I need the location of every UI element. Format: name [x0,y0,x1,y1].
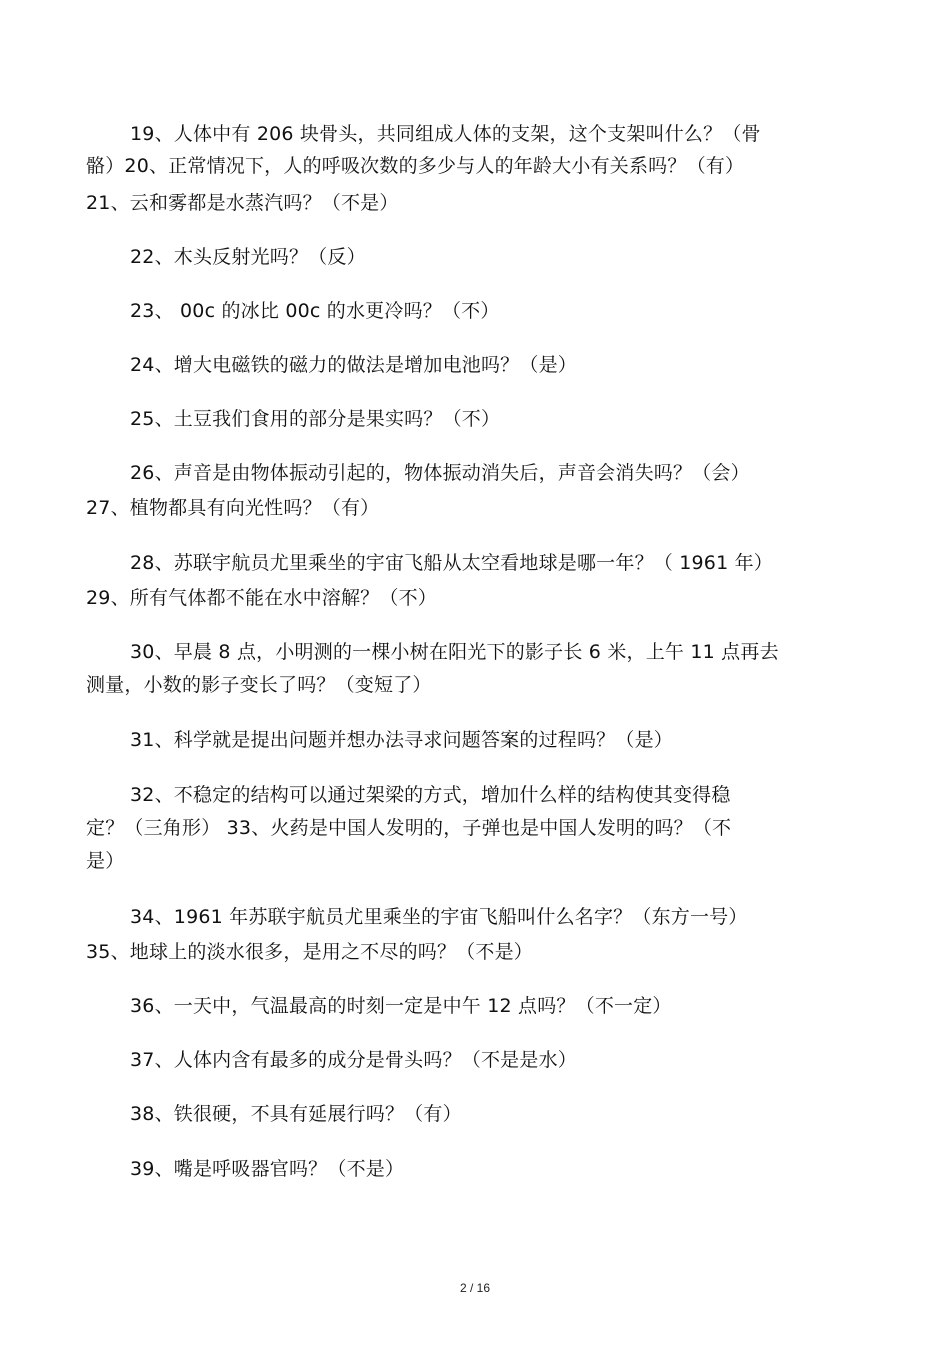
text-line-q28: 28、苏联宇航员尤里乘坐的宇宙飞船从太空看地球是哪一年？（ 1961 年） [130,552,774,574]
text-line-q37: 37、人体内含有最多的成分是骨头吗？（不是是水） [130,1049,577,1071]
text-line-q23: 23、 00c 的冰比 00c 的水更冷吗？（不） [130,300,500,322]
text-line-q30-cont: 测量，小数的影子变长了吗？（变短了） [86,674,432,696]
text-line-q36: 36、一天中，气温最高的时刻一定是中午 12 点吗？（不一定） [130,995,672,1017]
text-line-q26: 26、声音是由物体振动引起的，物体振动消失后，声音会消失吗？（会） [130,462,750,484]
text-line-q29: 29、所有气体都不能在水中溶解？（不） [86,587,437,609]
text-line-q27: 27、植物都具有向光性吗？（有） [86,497,380,519]
text-line-q24: 24、增大电磁铁的磁力的做法是增加电池吗？（是） [130,354,577,376]
text-line-q32: 32、不稳定的结构可以通过架梁的方式，增加什么样的结构使其变得稳 [130,784,731,806]
text-line-q39: 39、嘴是呼吸器官吗？（不是） [130,1158,405,1180]
text-line-q38: 38、铁很硬，不具有延展行吗？（有） [130,1103,462,1125]
text-line-q30: 30、早晨 8 点，小明测的一棵小树在阳光下的影子长 6 米，上午 11 点再去 [130,641,779,663]
text-line-q22: 22、木头反射光吗？（反） [130,246,366,268]
text-line-q19: 19、人体中有 206 块骨头，共同组成人体的支架，这个支架叫什么？（骨 [130,123,761,145]
text-line-q35: 35、地球上的淡水很多，是用之不尽的吗？（不是） [86,941,533,963]
text-line-q33: 定？（三角形） 33、火药是中国人发明的，子弹也是中国人发明的吗？（不 [86,817,732,839]
page-number: 2 / 16 [459,1281,491,1295]
text-line-q31: 31、科学就是提出问题并想办法寻求问题答案的过程吗？（是） [130,729,673,751]
text-line-q20: 骼）20、正常情况下，人的呼吸次数的多少与人的年龄大小有关系吗？（有） [86,155,745,177]
text-line-q33-cont: 是） [86,850,125,872]
text-line-q34: 34、1961 年苏联宇航员尤里乘坐的宇宙飞船叫什么名字？（东方一号） [130,906,748,928]
text-line-q25: 25、土豆我们食用的部分是果实吗？（不） [130,408,501,430]
text-line-q21: 21、云和雾都是水蒸汽吗？（不是） [86,192,399,214]
